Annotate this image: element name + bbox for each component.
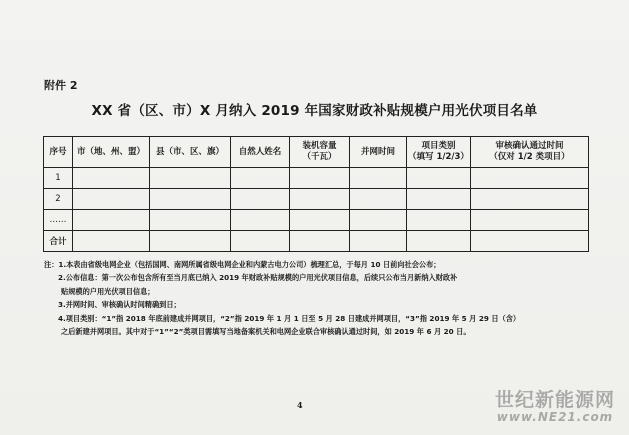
table-header-row bbox=[44, 137, 589, 168]
page-number: 4 bbox=[297, 400, 303, 410]
table-cell: …… bbox=[44, 210, 73, 231]
header-grid-time bbox=[350, 137, 407, 168]
header-county bbox=[150, 137, 231, 168]
document-title: XX 省（区、市）X 月纳入 2019 年国家财政补贴规模户用光伏项目名单 bbox=[91, 103, 538, 119]
table-cell bbox=[150, 189, 231, 210]
table-cell bbox=[350, 168, 407, 189]
header-text: 县（市、区、旗） bbox=[155, 146, 224, 157]
note-line: 之后新建并网项目。其中对于“1”“2”类项目需填写当地备案机关和电网企业联合审核确认通过时间，如 2019 年 6 月 20 日。 bbox=[61, 327, 471, 337]
notes-section bbox=[44, 258, 599, 338]
header-text: 并网时间 bbox=[360, 146, 395, 157]
table-cell bbox=[407, 168, 471, 189]
header-text: 项目类别 bbox=[421, 141, 456, 151]
header-subtext: （千瓦） bbox=[302, 152, 337, 162]
header-city bbox=[73, 137, 150, 168]
table-row bbox=[44, 168, 589, 189]
header-approval-time bbox=[470, 137, 588, 168]
header-text: 自然人姓名 bbox=[238, 146, 282, 157]
table-cell bbox=[470, 210, 588, 231]
header-text: 序号 bbox=[49, 146, 67, 157]
table-cell bbox=[73, 210, 150, 231]
table-cell bbox=[407, 210, 471, 231]
header-project-category bbox=[407, 137, 471, 168]
table-cell bbox=[407, 231, 471, 252]
table-total-row bbox=[44, 231, 589, 252]
table-row bbox=[44, 210, 589, 231]
note-line: 2.公布信息：第一次公布包含所有至当月底已纳入 2019 年财政补贴规模的户用光伏项目信息，后续只公布当月新纳入财政补 bbox=[58, 273, 458, 283]
table-cell bbox=[350, 210, 407, 231]
header-serial-number bbox=[44, 137, 73, 168]
table-cell bbox=[231, 189, 290, 210]
header-person-name bbox=[231, 137, 290, 168]
table-cell: 合计 bbox=[44, 231, 73, 252]
table-cell bbox=[150, 168, 231, 189]
table-cell bbox=[290, 231, 350, 252]
table-row bbox=[44, 189, 589, 210]
header-subtext: （仅对 1/2 类项目） bbox=[489, 152, 570, 162]
table-cell bbox=[350, 231, 407, 252]
header-capacity bbox=[290, 137, 350, 168]
table-cell bbox=[290, 168, 350, 189]
table-cell bbox=[73, 189, 150, 210]
watermark-text: 世纪新能源网 bbox=[494, 389, 615, 411]
header-subtext: （填写 1/2/3） bbox=[408, 152, 469, 162]
table-cell bbox=[290, 189, 350, 210]
header-text: 审核确认通过时间 bbox=[495, 141, 564, 151]
table-cell bbox=[73, 231, 150, 252]
table-cell bbox=[470, 168, 588, 189]
table-cell bbox=[407, 189, 471, 210]
table-cell bbox=[73, 168, 150, 189]
table-cell bbox=[231, 210, 290, 231]
watermark-url: www.NE21.com bbox=[496, 410, 614, 424]
header-text: 装机容量 bbox=[302, 141, 337, 151]
table-cell bbox=[470, 189, 588, 210]
note-line: 贴规模的户用光伏项目信息； bbox=[61, 286, 155, 296]
table-cell bbox=[350, 189, 407, 210]
project-list-table bbox=[43, 136, 589, 252]
table-cell bbox=[150, 210, 231, 231]
table-cell: 1 bbox=[44, 168, 73, 189]
note-line: 注：1.本表由省级电网企业（包括国网、南网所属省级电网企业和内蒙古电力公司）梳理汇总，于每月 10 日前向社会公布； bbox=[44, 260, 441, 269]
table-cell: 2 bbox=[44, 189, 73, 210]
table-cell bbox=[150, 231, 231, 252]
attachment-label: 附件 2 bbox=[44, 79, 78, 92]
table-cell bbox=[231, 168, 290, 189]
header-text: 市（地、州、盟） bbox=[76, 146, 145, 157]
table-cell bbox=[470, 231, 588, 252]
table-cell bbox=[290, 210, 350, 231]
watermark bbox=[495, 385, 615, 424]
note-line: 4.项目类别：“1”指 2018 年底前建成并网项目，“2”指 2019 年 1 月 1 日至 5 月 28 日建成并网项目，“3”指 2019 年 5 月 29 日（含） bbox=[58, 313, 521, 323]
table-cell bbox=[231, 231, 290, 252]
note-line: 3.并网时间、审核确认时间精确到日； bbox=[58, 300, 181, 310]
